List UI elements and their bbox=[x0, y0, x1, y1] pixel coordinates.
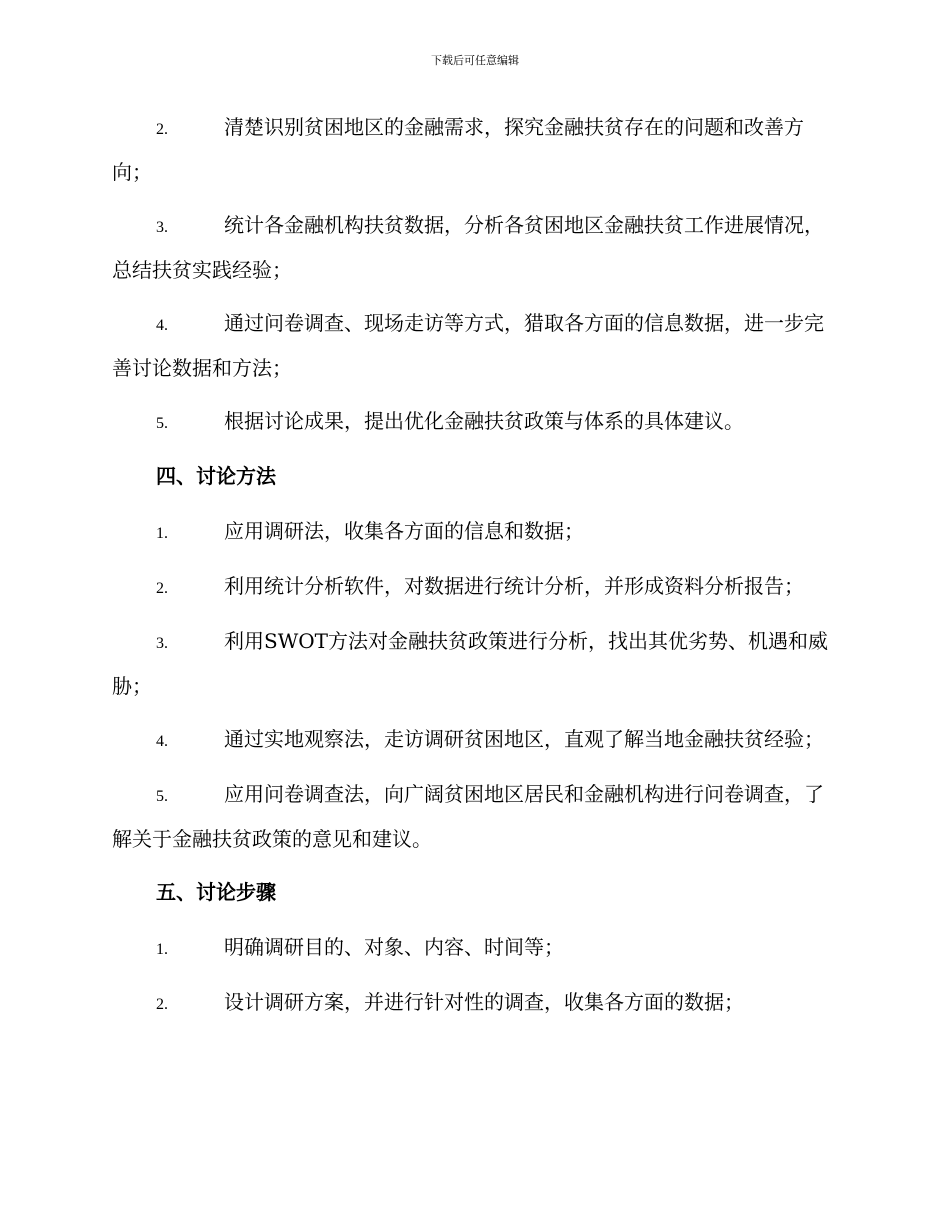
item-text: 通过实地观察法，走访调研贫困地区，直观了解当地金融扶贫经验； bbox=[224, 727, 824, 751]
list-item bbox=[112, 302, 834, 390]
item-number: 2. bbox=[156, 580, 168, 597]
item-number: 1. bbox=[156, 941, 168, 958]
list-item bbox=[112, 204, 834, 292]
item-text: 设计调研方案，并进行针对性的调查，收集各方面的数据； bbox=[224, 990, 744, 1014]
item-number: 3. bbox=[156, 635, 168, 652]
item-text: 根据讨论成果，提出优化金融扶贫政策与体系的具体建议。 bbox=[224, 409, 744, 433]
item-text: 通过问卷调查、现场走访等方式，猎取各方面的信息数据，进一步完善讨论数据和方法； bbox=[112, 311, 824, 380]
item-text: 统计各金融机构扶贫数据，分析各贫困地区金融扶贫工作进展情况，总结扶贫实践经验； bbox=[112, 213, 824, 282]
item-number: 5. bbox=[156, 415, 168, 432]
list-item bbox=[112, 400, 834, 445]
list-item bbox=[112, 926, 834, 971]
item-text: 利用SWOT方法对金融扶贫政策进行分析，找出其优劣势、机遇和威胁； bbox=[112, 629, 828, 698]
item-number: 1. bbox=[156, 525, 168, 542]
item-text: 利用统计分析软件，对数据进行统计分析，并形成资料分析报告； bbox=[224, 574, 804, 598]
item-number: 2. bbox=[156, 121, 168, 138]
section-heading: 五、讨论步骤 bbox=[156, 880, 276, 904]
item-text: 清楚识别贫困地区的金融需求，探究金融扶贫存在的问题和改善方向； bbox=[112, 115, 804, 184]
item-number: 5. bbox=[156, 788, 168, 805]
list-item bbox=[112, 620, 834, 708]
list-item bbox=[112, 106, 834, 194]
item-number: 3. bbox=[156, 219, 168, 236]
item-number: 4. bbox=[156, 733, 168, 750]
list-item bbox=[112, 718, 834, 763]
item-number: 4. bbox=[156, 317, 168, 334]
item-text: 明确调研目的、对象、内容、时间等； bbox=[224, 935, 564, 959]
list-item bbox=[112, 510, 834, 555]
document-body bbox=[112, 106, 834, 1036]
page-header: 下载后可任意编辑 bbox=[431, 54, 519, 67]
list-item bbox=[112, 981, 834, 1026]
item-number: 2. bbox=[156, 996, 168, 1013]
section-heading: 四、讨论方法 bbox=[156, 464, 276, 488]
list-item bbox=[112, 773, 834, 861]
item-text: 应用问卷调查法，向广阔贫困地区居民和金融机构进行问卷调查，了解关于金融扶贫政策的意见和建议。 bbox=[112, 782, 824, 851]
item-text: 应用调研法，收集各方面的信息和数据； bbox=[224, 519, 584, 543]
list-item bbox=[112, 565, 834, 610]
